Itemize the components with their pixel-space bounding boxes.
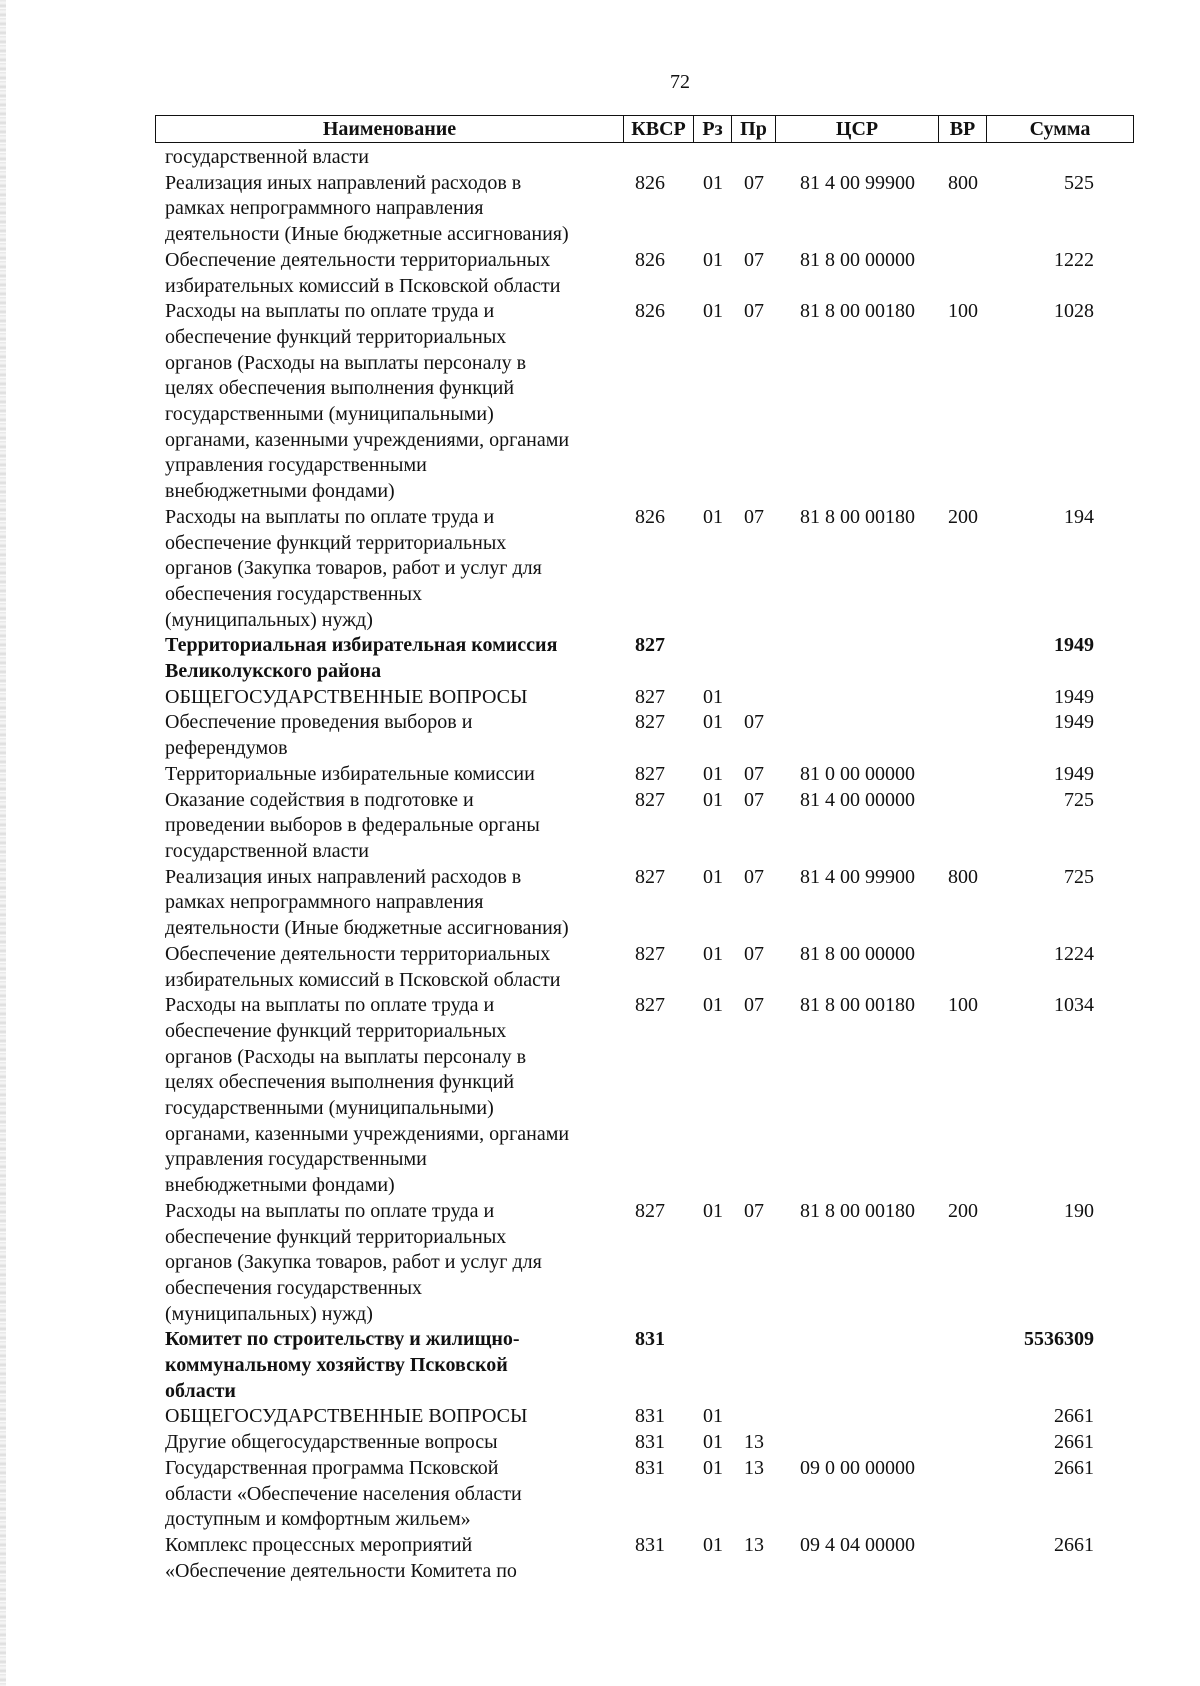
cell-sum: 2661	[1054, 1533, 1094, 1556]
cell-rz: 01	[703, 248, 723, 271]
cell-pr: 07	[744, 865, 764, 888]
cell-name: государственной власти	[165, 146, 369, 168]
header-vr: ВР	[939, 115, 987, 143]
cell-kvsr: 826	[635, 171, 665, 194]
cell-sum	[987, 145, 1134, 171]
cell-kvsr: 831	[635, 1456, 665, 1479]
table-row	[155, 710, 1134, 761]
cell-pr: 07	[744, 942, 764, 965]
cell-kvsr: 827	[635, 762, 665, 785]
cell-name: Обеспечение деятельности территориальных избирательных комиссий в Псковской области	[165, 942, 561, 991]
cell-kvsr: 827	[635, 994, 665, 1017]
cell-vr	[939, 710, 987, 761]
table-row	[155, 942, 1134, 993]
table-row	[155, 299, 1134, 505]
cell-rz: 01	[703, 762, 723, 785]
cell-pr: 07	[744, 711, 764, 734]
table-row	[155, 145, 1134, 171]
cell-csr: 81 4 00 99900	[800, 171, 915, 194]
cell-kvsr	[624, 145, 694, 171]
cell-vr	[939, 1404, 987, 1430]
cell-sum: 2661	[1054, 1456, 1094, 1479]
cell-sum: 2661	[1054, 1431, 1094, 1454]
cell-pr: 07	[744, 248, 764, 271]
page-number: 72	[670, 71, 690, 93]
cell-rz	[694, 1327, 732, 1404]
cell-name: Расходы на выплаты по оплате труда и обеспечение функций территориальных органов (Закупка товаров, работ и услуг для обеспечения государственных (муниципальных) нужд)	[165, 1199, 542, 1325]
cell-rz: 01	[703, 171, 723, 194]
cell-name: Территориальные избирательные комиссии	[165, 762, 535, 785]
cell-vr: 800	[948, 865, 978, 888]
cell-sum: 2661	[1054, 1405, 1094, 1428]
table-row	[155, 788, 1134, 865]
cell-rz: 01	[703, 1199, 723, 1222]
cell-sum: 190	[1064, 1199, 1094, 1222]
cell-name: Обеспечение деятельности территориальных избирательных комиссий в Псковской области	[165, 248, 561, 297]
cell-csr: 81 8 00 00180	[800, 505, 915, 528]
cell-csr: 81 4 00 99900	[800, 865, 915, 888]
cell-pr: 07	[744, 994, 764, 1017]
table-row	[155, 865, 1134, 942]
cell-vr	[939, 145, 987, 171]
cell-rz: 01	[703, 711, 723, 734]
cell-sum: 1028	[1054, 300, 1094, 323]
cell-kvsr: 831	[635, 1405, 665, 1428]
cell-rz: 01	[703, 994, 723, 1017]
cell-vr	[939, 1430, 987, 1456]
cell-rz	[694, 145, 732, 171]
cell-pr: 07	[744, 788, 764, 811]
cell-pr: 07	[744, 1199, 764, 1222]
cell-pr: 13	[744, 1533, 764, 1556]
cell-name: Комплекс процессных мероприятий «Обеспечение деятельности Комитета по	[165, 1533, 517, 1582]
cell-name: Реализация иных направлений расходов в рамках непрограммного направления деятельности (Иные бюджетные ассигнования)	[165, 865, 569, 940]
cell-vr	[939, 685, 987, 711]
cell-name: Расходы на выплаты по оплате труда и обеспечение функций территориальных органов (Расходы на выплаты персоналу в целях обеспечения выполнения функций государственными (муниципальными) органами, казенными учреждениями, органами управления государственными внебюджетными фондами)	[165, 300, 570, 503]
cell-rz: 01	[703, 685, 723, 708]
cell-pr: 13	[744, 1456, 764, 1479]
cell-name: Другие общегосударственные вопросы	[165, 1431, 498, 1454]
cell-csr	[776, 710, 939, 761]
cell-vr	[939, 1456, 987, 1533]
cell-kvsr: 827	[635, 942, 665, 965]
header-kvsr: КВСР	[624, 115, 694, 143]
header-csr: ЦСР	[776, 115, 939, 143]
header-rz: Рз	[694, 115, 732, 143]
cell-csr	[776, 685, 939, 711]
cell-pr: 07	[744, 505, 764, 528]
cell-vr	[939, 762, 987, 788]
cell-name: Комитет по строительству и жилищно- коммунальному хозяйству Псковской области	[165, 1328, 520, 1402]
cell-vr: 200	[948, 505, 978, 528]
cell-sum: 1949	[1054, 762, 1094, 785]
cell-rz: 01	[703, 300, 723, 323]
cell-rz: 01	[703, 788, 723, 811]
cell-csr: 81 0 00 00000	[800, 762, 915, 785]
cell-vr	[939, 788, 987, 865]
table-row	[155, 1430, 1134, 1456]
cell-csr	[776, 1430, 939, 1456]
cell-csr: 81 8 00 00180	[800, 994, 915, 1017]
cell-sum: 1949	[1054, 685, 1094, 708]
cell-pr	[732, 685, 776, 711]
cell-pr	[732, 1404, 776, 1430]
cell-pr: 07	[744, 171, 764, 194]
cell-sum: 194	[1064, 505, 1094, 528]
cell-kvsr: 827	[635, 685, 665, 708]
cell-csr: 09 4 04 00000	[800, 1533, 915, 1556]
cell-sum: 725	[1064, 865, 1094, 888]
cell-csr	[776, 1404, 939, 1430]
cell-csr: 81 4 00 00000	[800, 788, 915, 811]
cell-csr: 81 8 00 00000	[800, 942, 915, 965]
cell-csr	[776, 633, 939, 684]
cell-name: Реализация иных направлений расходов в рамках непрограммного направления деятельности (Иные бюджетные ассигнования)	[165, 171, 569, 246]
cell-name: Расходы на выплаты по оплате труда и обеспечение функций территориальных органов (Закупка товаров, работ и услуг для обеспечения государственных (муниципальных) нужд)	[165, 505, 542, 631]
cell-vr	[939, 633, 987, 684]
header-pr: Пр	[732, 115, 776, 143]
cell-vr	[939, 248, 987, 299]
table-row	[155, 505, 1134, 634]
cell-sum: 1949	[1054, 711, 1094, 734]
table-row	[155, 1456, 1134, 1533]
cell-name: Государственная программа Псковской области «Обеспечение населения области доступным и комфортным жильем»	[165, 1456, 522, 1531]
table-row	[155, 171, 1134, 248]
table-row	[155, 248, 1134, 299]
cell-csr: 81 8 00 00000	[800, 248, 915, 271]
cell-vr: 800	[948, 171, 978, 194]
cell-csr	[776, 145, 939, 171]
cell-kvsr: 827	[635, 788, 665, 811]
cell-csr: 09 0 00 00000	[800, 1456, 915, 1479]
cell-csr	[776, 1327, 939, 1404]
cell-vr: 200	[948, 1199, 978, 1222]
header-name: Наименование	[155, 115, 624, 143]
cell-kvsr: 831	[635, 1533, 665, 1556]
cell-pr	[732, 1327, 776, 1404]
table-header	[155, 115, 1134, 143]
cell-sum: 1224	[1054, 942, 1094, 965]
cell-name: ОБЩЕГОСУДАРСТВЕННЫЕ ВОПРОСЫ	[165, 685, 528, 708]
cell-rz	[694, 633, 732, 684]
cell-sum: 725	[1064, 788, 1094, 811]
scan-edge	[0, 0, 6, 1686]
cell-kvsr: 827	[635, 711, 665, 734]
cell-vr	[939, 1327, 987, 1404]
cell-kvsr: 826	[635, 505, 665, 528]
table-row	[155, 685, 1134, 711]
cell-name: Обеспечение проведения выборов и референдумов	[165, 711, 473, 760]
table-row	[155, 1404, 1134, 1430]
cell-pr: 13	[744, 1431, 764, 1454]
cell-kvsr: 827	[635, 865, 665, 888]
cell-vr	[939, 1533, 987, 1584]
cell-rz: 01	[703, 942, 723, 965]
cell-kvsr: 831	[635, 1328, 665, 1351]
cell-name: Территориальная избирательная комиссия Великолукского района	[165, 634, 558, 683]
table-row	[155, 762, 1134, 788]
cell-vr: 100	[948, 994, 978, 1017]
cell-csr: 81 8 00 00180	[800, 300, 915, 323]
table-row	[155, 1327, 1134, 1404]
cell-rz: 01	[703, 1456, 723, 1479]
cell-pr	[732, 145, 776, 171]
cell-sum: 5536309	[1024, 1328, 1094, 1351]
cell-kvsr: 827	[635, 634, 665, 657]
table-row	[155, 1199, 1134, 1328]
table-row	[155, 633, 1134, 684]
cell-name: Расходы на выплаты по оплате труда и обеспечение функций территориальных органов (Расходы на выплаты персоналу в целях обеспечения выполнения функций государственными (муниципальными) органами, казенными учреждениями, органами управления государственными внебюджетными фондами)	[165, 994, 570, 1197]
cell-vr: 100	[948, 300, 978, 323]
cell-pr: 07	[744, 762, 764, 785]
cell-rz: 01	[703, 1431, 723, 1454]
cell-sum: 1034	[1054, 994, 1094, 1017]
header-sum: Сумма	[987, 115, 1134, 143]
cell-kvsr: 827	[635, 1199, 665, 1222]
cell-rz: 01	[703, 1533, 723, 1556]
cell-kvsr: 826	[635, 248, 665, 271]
cell-vr	[939, 942, 987, 993]
cell-sum: 1222	[1054, 248, 1094, 271]
cell-pr: 07	[744, 300, 764, 323]
cell-kvsr: 831	[635, 1431, 665, 1454]
cell-pr	[732, 633, 776, 684]
cell-kvsr: 826	[635, 300, 665, 323]
table-row	[155, 1533, 1134, 1584]
cell-rz: 01	[703, 505, 723, 528]
cell-name: Оказание содействия в подготовке и проведении выборов в федеральные органы государственной власти	[165, 788, 540, 862]
cell-rz: 01	[703, 1405, 723, 1428]
cell-rz: 01	[703, 865, 723, 888]
table-body	[155, 145, 1134, 1584]
table-row	[155, 993, 1134, 1199]
cell-sum: 1949	[1054, 634, 1094, 657]
cell-sum: 525	[1064, 171, 1094, 194]
cell-name: ОБЩЕГОСУДАРСТВЕННЫЕ ВОПРОСЫ	[165, 1405, 528, 1428]
cell-csr: 81 8 00 00180	[800, 1199, 915, 1222]
